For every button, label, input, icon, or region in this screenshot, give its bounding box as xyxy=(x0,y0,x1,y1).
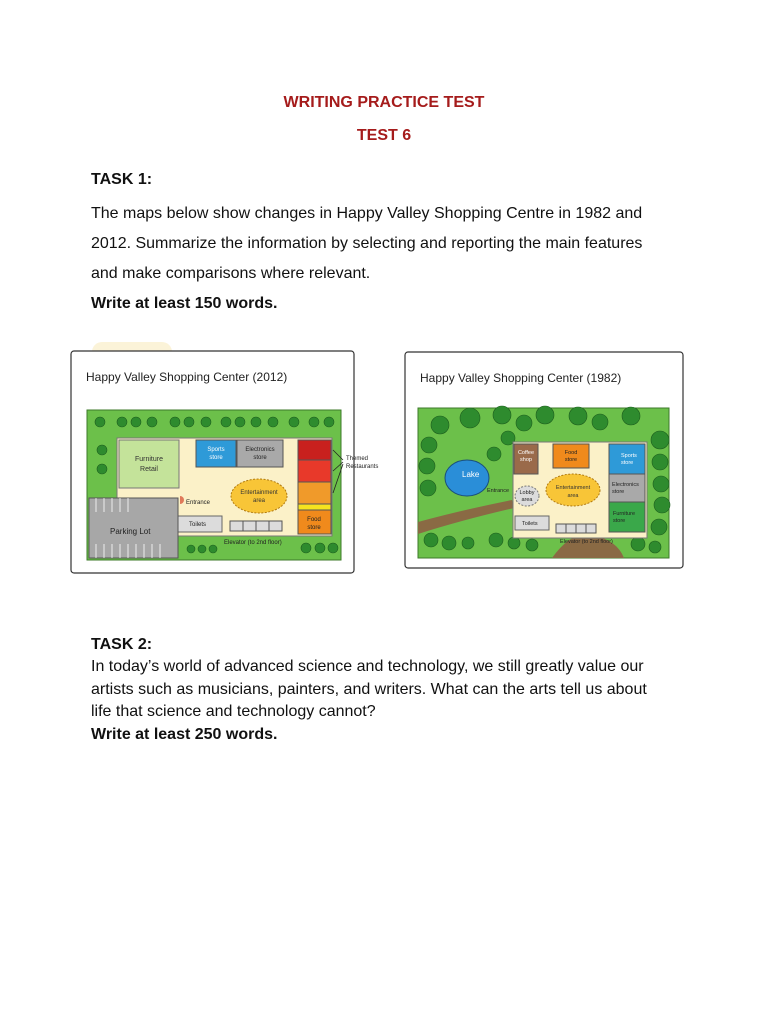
coffee-label-2: shop xyxy=(520,457,532,463)
task1-line-2: 2012. Summarize the information by selecting and reporting the main features xyxy=(91,235,643,252)
task2-label: TASK 2: xyxy=(91,636,153,653)
lobby-label-1: Lobby xyxy=(519,490,535,496)
furniture-1982-label-2: store xyxy=(613,518,626,524)
map-2012-title: Happy Valley Shopping Center (2012) xyxy=(86,370,288,384)
elevator-1982-label: Elevator (to 2nd floor) xyxy=(560,539,613,545)
sports-label-2: store xyxy=(209,455,223,461)
task2-line-1: In today’s world of advanced science and technology, we still greatly value our xyxy=(91,658,644,675)
test-number: TEST 6 xyxy=(356,127,412,144)
furniture-retail-label-2: Retail xyxy=(140,466,158,473)
electronics-1982-label-1: Electronics xyxy=(612,482,639,488)
parking-lot-label: Parking Lot xyxy=(110,527,151,536)
task2-prompt xyxy=(91,656,691,746)
food-2012-label-2: store xyxy=(307,525,321,531)
toilets-1982-label: Toilets xyxy=(522,521,538,527)
map-2012-restaurant-3 xyxy=(298,482,331,504)
map-1982-food-store xyxy=(553,444,589,468)
task1-label: TASK 1: xyxy=(91,171,153,188)
map-1982-lobby-area xyxy=(515,486,539,506)
entertainment-2012-label-1: Entertainment xyxy=(240,490,278,496)
food-2012-label-1: Food xyxy=(307,517,321,523)
map-2012-electronics-store xyxy=(237,440,283,467)
electronics-label-2: store xyxy=(253,455,267,461)
map-2012 xyxy=(70,338,379,578)
themed-label-1: Themed xyxy=(346,456,369,462)
entrance-2012-label: Entrance xyxy=(186,500,211,506)
task1-line-3: and make comparisons where relevant. xyxy=(91,265,371,282)
entertainment-1982-label-1: Entertainment xyxy=(555,485,591,491)
page-title: WRITING PRACTICE TEST xyxy=(283,94,485,111)
map-2012-restaurant-1 xyxy=(298,440,331,460)
furniture-1982-label-1: Furniture xyxy=(613,511,636,517)
coffee-label-1: Coffee xyxy=(517,450,535,456)
elevator-2012-label: Elevator (to 2nd floor) xyxy=(224,540,282,546)
map-2012-furniture-retail xyxy=(119,440,179,488)
map-2012-entertainment-area xyxy=(231,479,287,513)
furniture-retail-label-1: Furniture xyxy=(134,456,164,463)
toilets-2012-label: Toilets xyxy=(189,522,207,528)
map-1982-furniture-store xyxy=(609,502,645,532)
map-1982-title: Happy Valley Shopping Center (1982) xyxy=(420,371,622,385)
sports-label-1: Sports xyxy=(207,447,225,453)
map-1982-electronics-store xyxy=(609,474,645,502)
entertainment-2012-label-2: area xyxy=(252,498,266,504)
entertainment-1982-label-2: area xyxy=(567,493,579,499)
task2-word-requirement: Write at least 250 words. xyxy=(91,725,278,743)
task2-line-3: life that science and technology cannot? xyxy=(91,703,376,720)
map-2012-restaurant-2 xyxy=(298,460,331,482)
entrance-1982-label: Entrance xyxy=(487,488,510,494)
task1-line-1: The maps below show changes in Happy Valley Shopping Centre in 1982 and xyxy=(91,205,643,222)
task1-word-requirement: Write at least 150 words. xyxy=(91,295,278,312)
map-1982-sports-store xyxy=(609,444,645,474)
sports-1982-label-2: store xyxy=(621,460,634,466)
food-1982-label-1: Food xyxy=(564,450,578,456)
food-1982-label-2: store xyxy=(564,457,578,463)
electronics-label-1: Electronics xyxy=(245,447,275,453)
task1-prompt xyxy=(91,199,691,319)
task2-line-2: artists such as musicians, painters, and writers. What can the arts tell us about xyxy=(91,680,647,698)
lobby-label-2: area xyxy=(521,497,533,503)
map-2012-sports-store xyxy=(196,440,236,467)
themed-label-2: Restaurants xyxy=(346,464,379,470)
lake-label: Lake xyxy=(462,470,480,479)
map-1982 xyxy=(402,350,686,570)
sports-1982-label-1: Sports xyxy=(621,453,637,459)
electronics-1982-label-2: store xyxy=(612,489,625,495)
